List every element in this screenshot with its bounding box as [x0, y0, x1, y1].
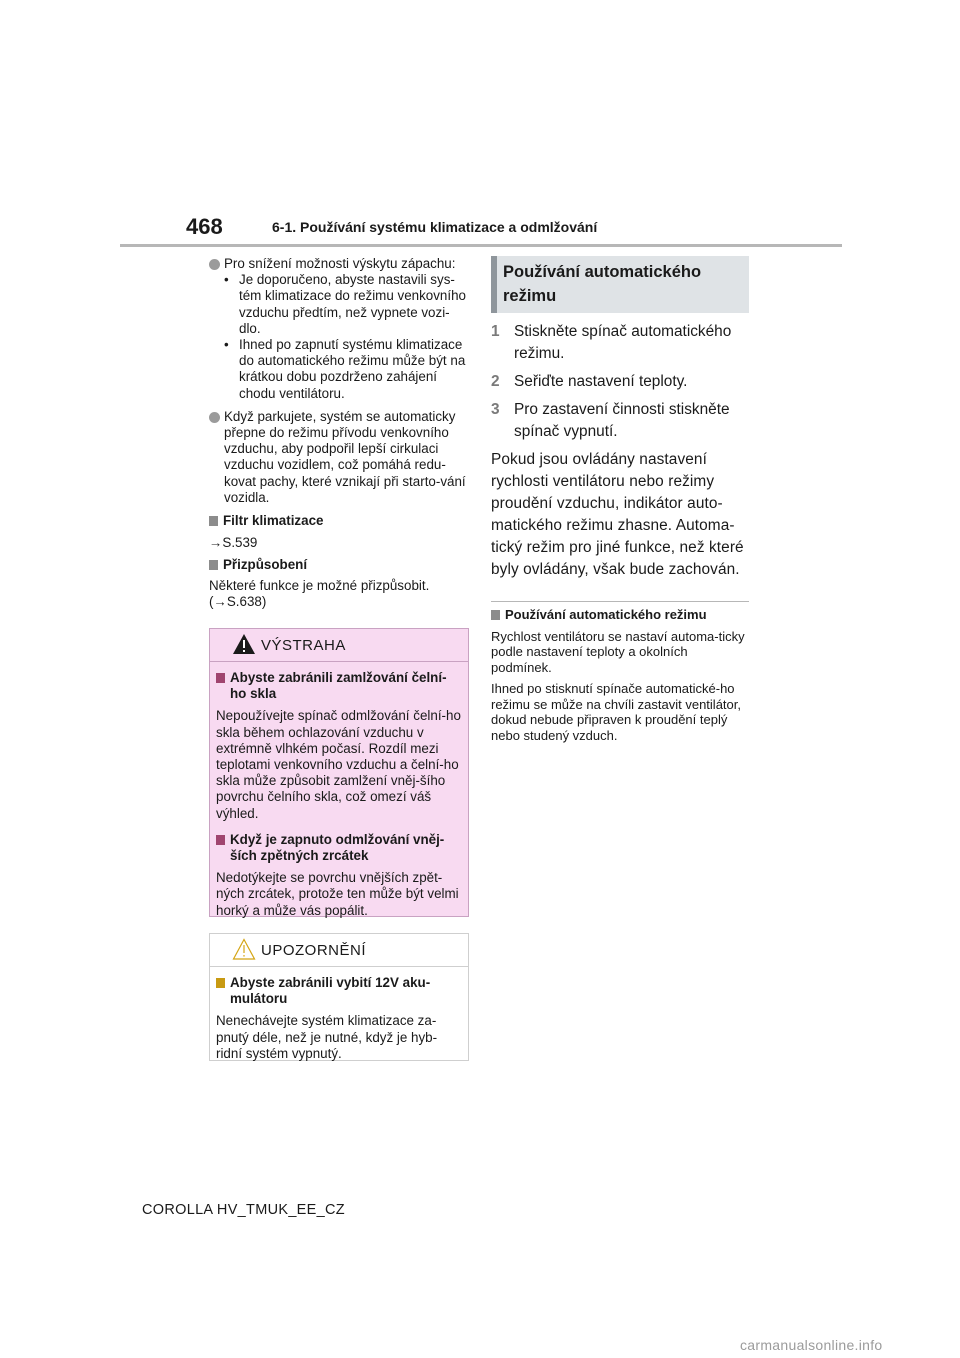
auto-mode-title-box: [491, 256, 749, 313]
note-text-2: Ihned po stisknutí spínače automatické-ho režimu se může na chvíli zastavit ventilátor, dokud nebude připraven k proudění teplý nebo studený vzduch.: [491, 681, 741, 743]
sub-item: [224, 337, 471, 402]
step-item: [491, 399, 749, 443]
warning-header: [210, 629, 468, 662]
warning-label: VÝSTRAHA: [261, 637, 346, 654]
auto-mode-title: Používání automatického režimu: [503, 263, 702, 305]
step-number: 3: [491, 401, 500, 418]
page-number: 468: [186, 214, 223, 239]
note-divider: [491, 601, 749, 602]
caution-heading-text: Abyste zabránili vybití 12V aku-mulátoru: [230, 975, 431, 1007]
filter-heading-text: Filtr klimatizace: [223, 513, 324, 529]
bullet-odor: [209, 256, 471, 402]
sub-item: [224, 272, 471, 337]
custom-heading: [209, 557, 471, 573]
filter-heading: [209, 513, 471, 529]
steps-list: [491, 321, 749, 443]
bullet-intro: Pro snížení možnosti výskytu zápachu:: [224, 256, 456, 271]
step-item: [491, 321, 749, 365]
note-heading: [491, 607, 749, 623]
custom-text: Některé funkce je možné přizpůsobit. (→S.638): [209, 577, 430, 609]
auto-mode-paragraph: Pokud jsou ovládány nastavení rychlosti ventilátoru nebo režimy proudění vzduchu, indikátor auto-matického režimu zhasne. Automa-tický režim pro jiné funkce, než které byly ovládány, však bude zachován.: [491, 451, 744, 578]
note-heading-text: Používání automatického režimu: [505, 607, 707, 622]
caution-text: Nenechávejte systém klimatizace za-pnutý déle, než je nutné, když je hyb-ridní systém vypnutý.: [216, 1013, 438, 1061]
caution-heading: [216, 975, 462, 1007]
warning-triangle-icon: [232, 633, 256, 655]
bullet-parking: [209, 409, 471, 506]
note-block: [491, 607, 749, 743]
step-number: 2: [491, 373, 500, 390]
bullet-dot-icon: [209, 259, 220, 270]
square-bullet-icon: [216, 835, 225, 845]
watermark: carmanualsonline.info: [740, 1337, 883, 1353]
bullet-dot-icon: [209, 412, 220, 423]
custom-heading-text: Přizpůsobení: [223, 557, 308, 573]
step-number: 1: [491, 323, 500, 340]
square-bullet-icon: [216, 978, 225, 988]
header-divider: [120, 244, 842, 247]
page-header: [0, 0, 960, 250]
caution-label: UPOZORNĚNÍ: [261, 942, 367, 959]
warning-heading-text: Když je zapnuto odmlžování vněj-ších zpětných zrcátek: [230, 831, 445, 864]
sub-bullet-icon: •: [224, 337, 229, 353]
warning-box: [209, 628, 469, 917]
sub-item-text: Ihned po zapnutí systému klimatizace do automatického režimu může být na krátkou dobu pozdrženo zahájení chodu ventilátoru.: [239, 337, 466, 401]
warning-heading-1: [216, 670, 462, 702]
step-text: Stiskněte spínač automatického režimu.: [514, 323, 732, 362]
warning-heading-text: Abyste zabránili zamlžování čelní-ho skla: [230, 670, 447, 702]
square-bullet-icon: [216, 673, 225, 683]
square-bullet-icon: [491, 610, 500, 620]
warning-text-2: Nedotýkejte se povrchu vnějších zpět-ných zrcátek, protože ten může být velmi horký a může vás popálit.: [216, 870, 459, 918]
footer-code: COROLLA HV_TMUK_EE_CZ: [142, 1202, 345, 1218]
caution-header: [210, 934, 468, 967]
bullet-text: Když parkujete, systém se automaticky přepne do režimu přívodu venkovního vzduchu, aby podpořil lepší cirkulaci vzduchu vozidlem, což pomáhá redu-kovat pachy, které vznikají při starto-vání vozidla.: [224, 408, 466, 505]
step-text: Pro zastavení činnosti stiskněte spínač vypnutí.: [514, 401, 730, 440]
left-column: [209, 256, 471, 616]
section-title: 6-1. Používání systému klimatizace a odmlžování: [272, 219, 598, 235]
filter-ref-link[interactable]: →S.539: [209, 535, 258, 551]
sub-bullet-icon: •: [224, 272, 229, 288]
title-accent-bar: [491, 256, 497, 313]
sub-item-text: Je doporučeno, abyste nastavili sys-tém klimatizace do režimu venkovního vzduchu předtím, než vypnete vozi-dlo.: [239, 272, 466, 336]
step-item: [491, 371, 749, 393]
square-bullet-icon: [209, 516, 218, 526]
step-text: Seřiďte nastavení teploty.: [514, 373, 688, 390]
warning-heading-2: [216, 832, 462, 864]
warning-body: [210, 662, 468, 919]
caution-box: [209, 933, 469, 1061]
square-bullet-icon: [209, 560, 218, 570]
note-text-1: Rychlost ventilátoru se nastaví automa-ticky podle nastavení teploty a okolních podmínek.: [491, 628, 745, 675]
caution-body: [210, 967, 468, 1062]
caution-triangle-icon: [232, 938, 256, 960]
right-column: [491, 256, 749, 749]
warning-text-1: Nepoužívejte spínač odmlžování čelní-ho skla během ochlazování vzduchu v extrémně vlhkém počasí. Rozdíl mezi teplotami venkovního vzduchu a čelní-ho skla může způsobit zamlžení vněj-šího povrchu čelního skla, což omezí váš výhled.: [216, 708, 461, 821]
